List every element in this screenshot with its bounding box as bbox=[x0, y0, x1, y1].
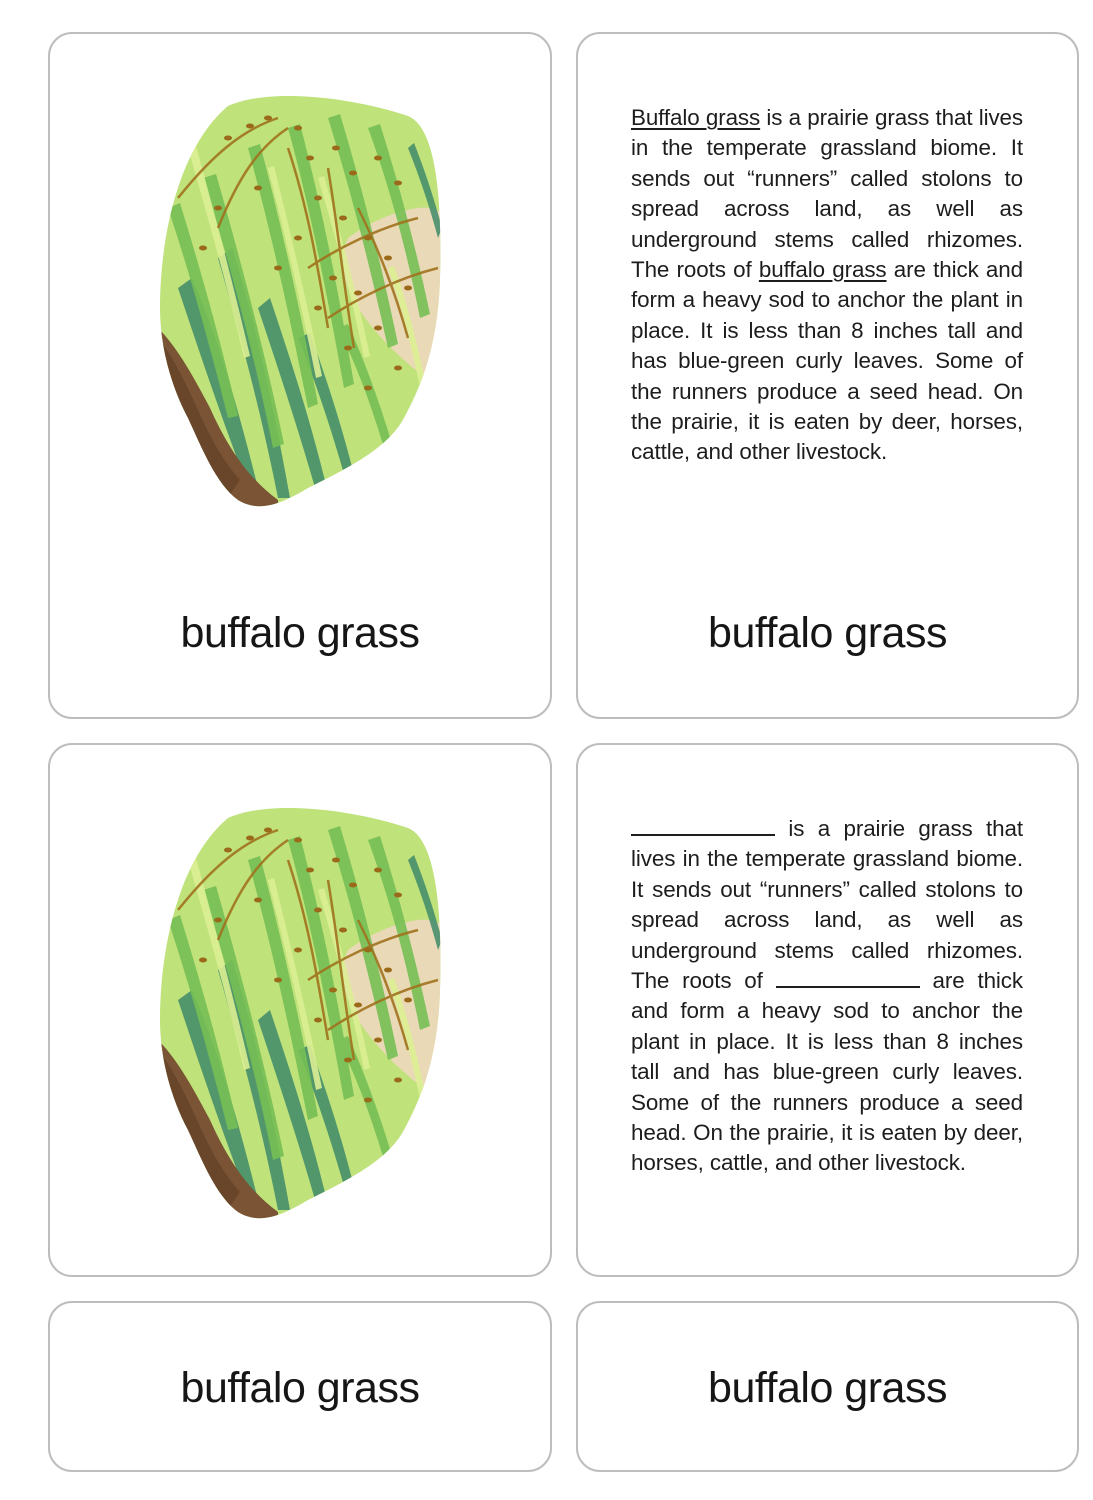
term-underlined: Buffalo grass bbox=[631, 105, 761, 130]
card-title: buffalo grass bbox=[180, 1364, 420, 1412]
card-title: buffalo grass bbox=[708, 1364, 947, 1412]
buffalo-grass-illustration bbox=[158, 88, 442, 512]
description-segment: are thick and form a heavy sod to anchor the plant in place. It is less than 8 inches tall and has blue-green curly leaves. Some of the runners produce a seed head. On the prairie, it is eaten by deer, horses, cattle, and other livestock. bbox=[631, 257, 1023, 465]
term-underlined: buffalo grass bbox=[758, 257, 887, 283]
description-text bbox=[631, 103, 1023, 468]
card-title: buffalo grass bbox=[708, 609, 947, 657]
description-card-blank bbox=[576, 743, 1079, 1277]
picture-card bbox=[48, 32, 552, 719]
description-segment: is a prairie grass that lives in the temperate grassland biome. It sends out “runners” called stolons to spread across land, as well as underground stems called rhizomes. The roots of bbox=[631, 105, 1024, 283]
picture-card-control bbox=[48, 743, 552, 1277]
description-segment: is a prairie grass that lives in the temperate grassland biome. It sends out “runners” called stolons to spread across land, as well as underground stems called rhizomes. The roots of bbox=[631, 816, 1023, 994]
label-card bbox=[576, 1301, 1079, 1472]
fill-in-blank bbox=[776, 968, 920, 988]
description-segment: are thick and form a heavy sod to anchor the plant in place. It is less than 8 inches tall and has blue-green curly leaves. Some of the runners produce a seed head. On the prairie, it is eaten by deer, horses, cattle, and other livestock. bbox=[631, 968, 1023, 1176]
buffalo-grass-illustration bbox=[158, 800, 442, 1224]
label-card bbox=[48, 1301, 552, 1472]
card-title: buffalo grass bbox=[180, 609, 420, 657]
fill-in-blank bbox=[631, 816, 775, 836]
description-card bbox=[576, 32, 1079, 719]
description-text bbox=[631, 814, 1023, 1179]
